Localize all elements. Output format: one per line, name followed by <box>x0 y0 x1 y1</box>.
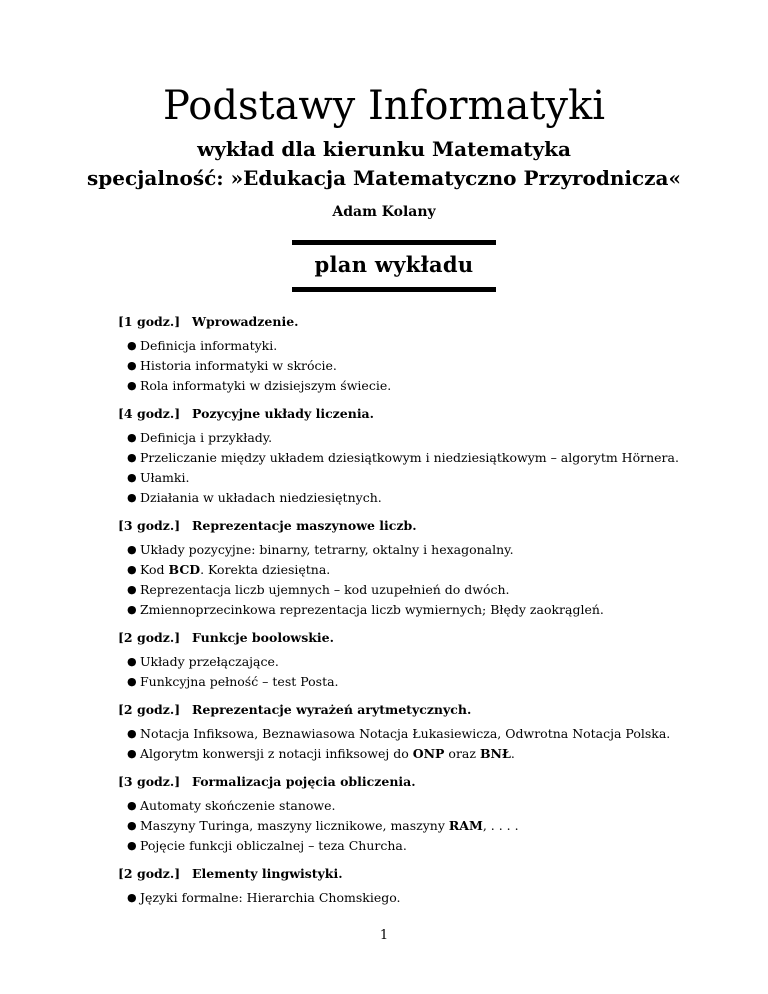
bullet-icon: ● <box>127 543 137 556</box>
plan-section <box>118 516 718 620</box>
section-item-list <box>118 796 718 856</box>
item-text: Układy pozycyjne: binarny, tetrarny, oktalny i hexagonalny. <box>140 542 514 557</box>
section-title: Pozycyjne układy liczenia. <box>192 406 375 421</box>
item-text: Układy przełączające. <box>140 654 279 669</box>
bullet-icon: ● <box>127 431 137 444</box>
item-text: Definicja informatyki. <box>140 338 278 353</box>
bullet-icon: ● <box>127 451 137 464</box>
section-hours: [2 godz.] <box>118 702 181 717</box>
plan-heading-box <box>292 240 496 292</box>
list-item <box>127 488 718 508</box>
bullet-icon: ● <box>127 727 137 740</box>
section-item-list <box>118 652 718 692</box>
item-text: Działania w układach niedziesiętnych. <box>140 490 382 505</box>
item-text: , . . . . <box>482 818 519 833</box>
list-item <box>127 796 718 816</box>
list-item <box>127 336 718 356</box>
item-text: Języki formalne: Hierarchia Chomskiego. <box>140 890 401 905</box>
section-hours: [2 godz.] <box>118 866 181 881</box>
section-item-list <box>118 336 718 396</box>
list-item <box>127 600 718 620</box>
item-text: Przeliczanie między układem dziesiątkowym i niedziesiątkowym – algorytm Hörnera. <box>140 450 679 465</box>
list-item <box>127 836 718 856</box>
section-item-list <box>118 888 718 908</box>
plan-section <box>118 864 718 908</box>
bullet-icon: ● <box>127 839 137 852</box>
bullet-icon: ● <box>127 359 137 372</box>
bullet-icon: ● <box>127 655 137 668</box>
list-item <box>127 580 718 600</box>
list-item <box>127 744 718 764</box>
bullet-icon: ● <box>127 675 137 688</box>
list-item <box>127 428 718 448</box>
item-text: Zmiennoprzecinkowa reprezentacja liczb wymiernych; Błędy zaokrągleń. <box>140 602 604 617</box>
item-text: Automaty skończenie stanowe. <box>140 798 336 813</box>
list-item <box>127 540 718 560</box>
section-title: Formalizacja pojęcia obliczenia. <box>192 774 416 789</box>
item-text: Ułamki. <box>140 470 190 485</box>
bullet-icon: ● <box>127 819 137 832</box>
section-title: Funkcje boolowskie. <box>192 630 334 645</box>
item-text: Rola informatyki w dzisiejszym świecie. <box>140 378 392 393</box>
document-title: Podstawy Informatyki <box>162 83 606 129</box>
item-text: Funkcyjna pełność – test Posta. <box>140 674 339 689</box>
section-hours: [2 godz.] <box>118 630 181 645</box>
item-text: Maszyny Turinga, maszyny licznikowe, maszyny <box>140 818 449 833</box>
item-text: Kod <box>140 562 169 577</box>
bullet-icon: ● <box>127 339 137 352</box>
section-heading <box>118 312 718 332</box>
item-text: Notacja Infiksowa, Beznawiasowa Notacja Łukasiewicza, Odwrotna Notacja Polska. <box>140 726 671 741</box>
list-item <box>127 560 718 580</box>
item-bold-term: ONP <box>412 746 445 761</box>
section-item-list <box>118 540 718 620</box>
section-hours: [3 godz.] <box>118 774 181 789</box>
list-item <box>127 724 718 744</box>
section-item-list <box>118 724 718 764</box>
plan-section <box>118 628 718 692</box>
list-item <box>127 652 718 672</box>
item-bold-term: BNŁ <box>479 746 511 761</box>
section-heading <box>118 516 718 536</box>
bullet-icon: ● <box>127 471 137 484</box>
list-item <box>127 448 718 468</box>
document-subtitle-course: wykład dla kierunku Matematyka <box>197 137 571 161</box>
plan-section <box>118 404 718 508</box>
section-title: Elementy lingwistyki. <box>192 866 343 881</box>
plan-heading: plan wykładu <box>314 252 474 277</box>
item-text: Pojęcie funkcji obliczalnej – teza Churcha. <box>140 838 407 853</box>
bullet-icon: ● <box>127 491 137 504</box>
section-hours: [4 godz.] <box>118 406 181 421</box>
plan-section <box>118 312 718 396</box>
section-title: Wprowadzenie. <box>192 314 299 329</box>
bullet-icon: ● <box>127 799 137 812</box>
item-text: Historia informatyki w skrócie. <box>140 358 337 373</box>
list-item <box>127 672 718 692</box>
section-heading <box>118 700 718 720</box>
item-text: Definicja i przykłady. <box>140 430 273 445</box>
page-number: 1 <box>379 928 389 943</box>
bullet-icon: ● <box>127 747 137 760</box>
item-bold-term: BCD <box>168 562 201 577</box>
item-text: . <box>510 746 515 761</box>
plan-section <box>118 772 718 856</box>
lecture-plan <box>118 312 718 916</box>
item-text: . Korekta dziesiętna. <box>200 562 331 577</box>
item-text: Reprezentacja liczb ujemnych – kod uzupełnień do dwóch. <box>140 582 510 597</box>
bullet-icon: ● <box>127 583 137 596</box>
bullet-icon: ● <box>127 891 137 904</box>
list-item <box>127 356 718 376</box>
section-heading <box>118 864 718 884</box>
bullet-icon: ● <box>127 603 137 616</box>
section-heading <box>118 628 718 648</box>
item-text: Algorytm konwersji z notacji infiksowej do <box>140 746 413 761</box>
list-item <box>127 888 718 908</box>
bullet-icon: ● <box>127 563 137 576</box>
list-item <box>127 376 718 396</box>
section-title: Reprezentacje wyrażeń arytmetycznych. <box>192 702 472 717</box>
section-hours: [1 godz.] <box>118 314 181 329</box>
document-subtitle-specialty: specjalność: »Edukacja Matematyczno Przyrodnicza« <box>87 166 681 190</box>
document-author: Adam Kolany <box>332 204 436 220</box>
section-heading <box>118 772 718 792</box>
plan-section <box>118 700 718 764</box>
section-hours: [3 godz.] <box>118 518 181 533</box>
item-bold-term: RAM <box>448 818 483 833</box>
item-text: oraz <box>444 746 480 761</box>
list-item <box>127 468 718 488</box>
list-item <box>127 816 718 836</box>
section-item-list <box>118 428 718 508</box>
section-title: Reprezentacje maszynowe liczb. <box>192 518 417 533</box>
bullet-icon: ● <box>127 379 137 392</box>
section-heading <box>118 404 718 424</box>
